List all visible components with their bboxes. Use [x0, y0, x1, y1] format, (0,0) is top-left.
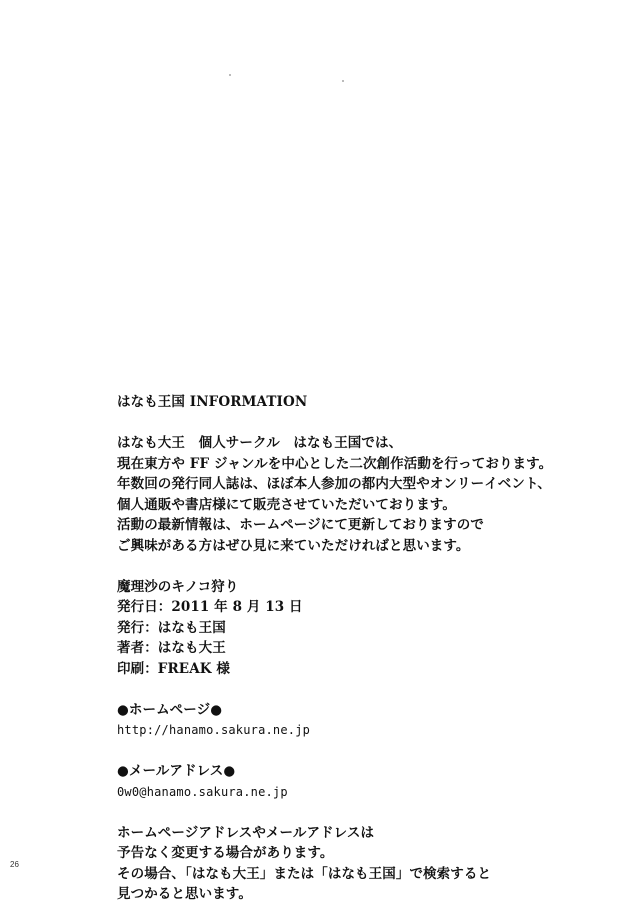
notice-line: 見つかると思います。	[117, 886, 252, 902]
info-heading: はなも王国 INFORMATION	[117, 394, 308, 410]
printer: 印刷：FREAK 様	[117, 660, 231, 677]
book-title: 魔理沙のキノコ狩り	[117, 578, 239, 595]
homepage-label: ●ホームページ●	[117, 701, 223, 718]
intro-line: 個人通販や書店様にて販売させていただいております。	[117, 496, 456, 513]
scan-speck	[229, 74, 231, 76]
mail-label: ●メールアドレス●	[117, 763, 236, 779]
intro-line: はなも大王 個人サークル はなも王国では、	[117, 435, 403, 451]
page-number: 26	[10, 860, 19, 869]
publisher: 発行：はなも王国	[117, 619, 226, 636]
mail-address: 0w0@hanamo.sakura.ne.jp	[117, 784, 288, 799]
notice-line: 予告なく変更する場合があります。	[117, 845, 334, 861]
intro-line: 活動の最新情報は、ホームページにて更新しておりますので	[117, 517, 484, 533]
notice-line: その場合、「はなも大王」または「はなも王国」で検索すると	[117, 865, 492, 882]
publish-date: 発行日：2011 年 8 月 13 日	[117, 599, 303, 615]
intro-line: 現在東方や FF ジャンルを中心とした二次創作活動を行っております。	[117, 455, 553, 472]
author: 著者：はなも大王	[117, 640, 226, 656]
notice-line: ホームページアドレスやメールアドレスは	[117, 824, 375, 841]
scan-speck	[342, 80, 344, 82]
intro-line: ご興味がある方はぜひ見に来ていただければと思います。	[117, 537, 470, 554]
information-block	[117, 392, 617, 905]
homepage-url: http://hanamo.sakura.ne.jp	[117, 723, 311, 737]
intro-line: 年数回の発行同人誌は、ほぼ本人参加の都内大型やオンリーイベント、	[117, 476, 551, 492]
